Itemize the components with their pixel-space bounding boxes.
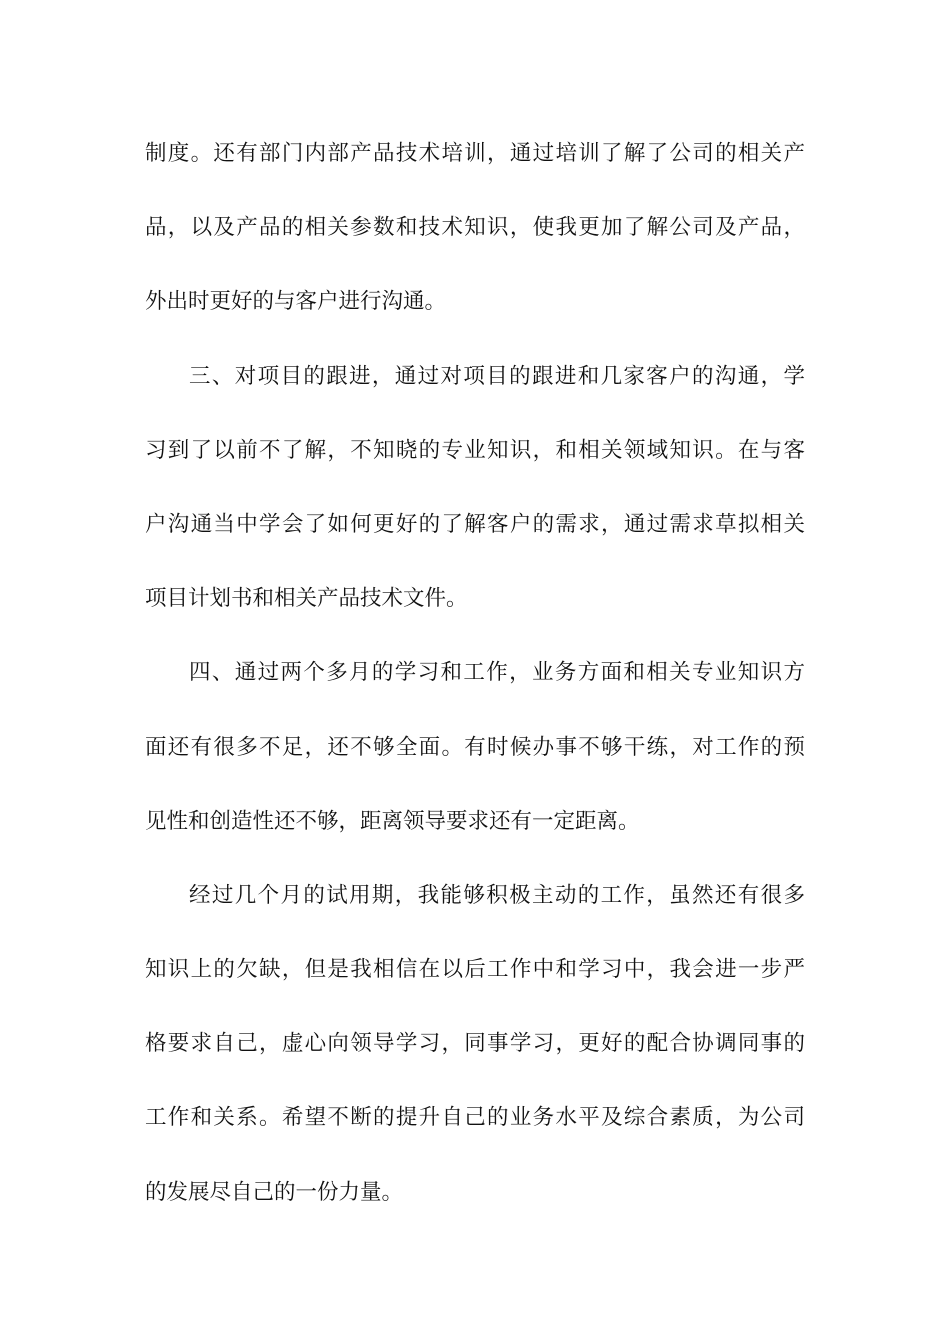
text-line: 项目计划书和相关产品技术文件。 xyxy=(145,586,468,612)
text-line: 品，以及产品的相关参数和技术知识，使我更加了解公司及产品， xyxy=(145,215,805,241)
paragraph-start-line: 四、通过两个多月的学习和工作，业务方面和相关专业知识方 xyxy=(189,660,805,686)
paragraph-start-line: 经过几个月的试用期，我能够积极主动的工作，虽然还有很多 xyxy=(189,882,805,908)
text-line: 制度。还有部门内部产品技术培训，通过培训了解了公司的相关产 xyxy=(145,141,805,166)
text-line: 外出时更好的与客户进行沟通。 xyxy=(145,289,447,315)
paragraph-start-line: 三、对项目的跟进，通过对项目的跟进和几家客户的沟通，学 xyxy=(189,363,805,389)
text-line: 格要求自己，虚心向领导学习，同事学习，更好的配合协调同事的 xyxy=(145,1031,805,1057)
document-body xyxy=(145,127,805,1240)
text-line: 户沟通当中学会了如何更好的了解客户的需求，通过需求草拟相关 xyxy=(145,511,805,537)
text-line: 见性和创造性还不够，距离领导要求还有一定距离。 xyxy=(145,808,640,834)
text-line: 工作和关系。希望不断的提升自己的业务水平及综合素质，为公司 xyxy=(145,1105,805,1131)
text-line: 习到了以前不了解，不知晓的专业知识，和相关领域知识。在与客 xyxy=(145,437,805,463)
text-line: 知识上的欠缺，但是我相信在以后工作中和学习中，我会进一步严 xyxy=(145,957,805,983)
text-line: 的发展尽自己的一份力量。 xyxy=(145,1179,404,1205)
text-line: 面还有很多不足，还不够全面。有时候办事不够干练，对工作的预 xyxy=(145,734,805,760)
